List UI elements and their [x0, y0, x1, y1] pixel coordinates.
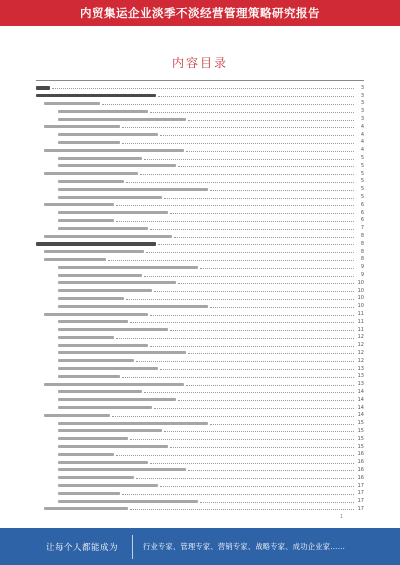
toc-leader-dots — [126, 182, 354, 183]
footer-tagline: 行业专家、管理专家、营销专家、战略专家、成功企业家…… — [143, 541, 346, 551]
toc-leader-dots — [210, 190, 354, 191]
toc-entry-page: 16 — [357, 451, 364, 458]
toc-entry[interactable] — [36, 170, 364, 178]
toc-entry-title-placeholder — [58, 133, 158, 136]
toc-entry[interactable] — [36, 334, 364, 342]
toc-entry-title-placeholder — [44, 172, 138, 175]
toc-entry[interactable] — [36, 217, 364, 225]
toc-leader-dots — [116, 205, 354, 206]
toc-leader-dots — [188, 120, 354, 121]
toc-entry[interactable] — [36, 256, 364, 264]
toc-entry-page: 3 — [360, 84, 364, 91]
toc-leader-dots — [144, 392, 354, 393]
toc-entry-page: 4 — [360, 131, 364, 138]
toc-leader-dots — [116, 338, 354, 339]
toc-entry-page: 8 — [360, 256, 364, 263]
toc-entry-page: 10 — [357, 279, 364, 286]
toc-leader-dots — [136, 361, 354, 362]
toc-entry-title-placeholder — [58, 351, 186, 354]
footer-divider — [132, 535, 133, 559]
toc-entry-page: 14 — [357, 412, 364, 419]
footer-slogan: 让每个人都能成为 — [46, 542, 119, 553]
toc-entry-title-placeholder — [58, 344, 148, 347]
toc-leader-dots — [200, 502, 354, 503]
toc-entry[interactable] — [36, 201, 364, 209]
toc-entry[interactable] — [36, 224, 364, 232]
toc-entry-title-placeholder — [36, 94, 156, 97]
toc-leader-dots — [136, 478, 354, 479]
toc-entry-title-placeholder — [44, 414, 110, 417]
report-title: 内贸集运企业淡季不淡经营管理策略研究报告 — [80, 6, 320, 20]
toc-entry-title-placeholder — [58, 468, 186, 471]
toc-entry[interactable] — [36, 302, 364, 310]
toc-leader-dots — [178, 283, 354, 284]
toc-entry[interactable] — [36, 466, 364, 474]
toc-leader-dots — [150, 463, 354, 464]
toc-leader-dots — [116, 221, 354, 222]
toc-entry-page: 12 — [357, 342, 364, 349]
toc-entry-page: 10 — [357, 303, 364, 310]
toc-leader-dots — [178, 400, 354, 401]
toc-entry-page: 5 — [360, 186, 364, 193]
toc-entry[interactable] — [36, 365, 364, 373]
toc-entry-page: 6 — [360, 209, 364, 216]
toc-entry[interactable] — [36, 162, 364, 170]
toc-entry-title-placeholder — [58, 375, 120, 378]
toc-entry-page: 12 — [357, 349, 364, 356]
toc-entry-title-placeholder — [58, 398, 176, 401]
toc-entry[interactable] — [36, 232, 364, 240]
toc-entry-page: 15 — [357, 420, 364, 427]
toc-entry-title-placeholder — [58, 297, 124, 300]
toc-entry-page: 3 — [360, 116, 364, 123]
toc-entry[interactable] — [36, 248, 364, 256]
toc-entry-title-placeholder — [58, 367, 158, 370]
toc-leader-dots — [160, 486, 354, 487]
toc-entry[interactable] — [36, 380, 364, 388]
toc-entry-page: 5 — [360, 155, 364, 162]
toc-entry-title-placeholder — [58, 492, 120, 495]
toc-entry-title-placeholder — [58, 328, 168, 331]
toc-leader-dots — [130, 439, 354, 440]
toc-entry-title-placeholder — [44, 149, 184, 152]
toc-entry-title-placeholder — [58, 422, 208, 425]
toc-entry-page: 15 — [357, 443, 364, 450]
toc-entry[interactable] — [36, 178, 364, 186]
toc-entry[interactable] — [36, 185, 364, 193]
toc-entry[interactable] — [36, 310, 364, 318]
toc-entry-title-placeholder — [58, 219, 114, 222]
toc-entry-title-placeholder — [58, 305, 208, 308]
toc-leader-dots — [150, 112, 354, 113]
toc-leader-dots — [140, 174, 354, 175]
toc-entry[interactable] — [36, 107, 364, 115]
toc-entry-page: 14 — [357, 388, 364, 395]
toc-entry-title-placeholder — [44, 235, 172, 238]
toc-entry-page: 8 — [360, 248, 364, 255]
toc-leader-dots — [122, 494, 354, 495]
toc-entry-title-placeholder — [58, 157, 142, 160]
toc-entry-title-placeholder — [58, 500, 198, 503]
toc-entry-page: 14 — [357, 404, 364, 411]
toc-leader-dots — [144, 276, 354, 277]
toc-leader-dots — [130, 509, 354, 510]
toc-entry-page: 3 — [360, 92, 364, 99]
toc-entry-page: 3 — [360, 108, 364, 115]
toc-entry[interactable] — [36, 411, 364, 419]
toc-entry-page: 6 — [360, 217, 364, 224]
toc-entry-title-placeholder — [58, 484, 158, 487]
toc-leader-dots — [126, 299, 354, 300]
toc-heading: 内容目录 — [171, 56, 228, 70]
toc-leader-dots — [154, 408, 354, 409]
toc-entry-page: 16 — [357, 466, 364, 473]
toc-leader-dots — [174, 237, 354, 238]
toc-leader-dots — [102, 104, 354, 105]
toc-entry-page: 3 — [360, 100, 364, 107]
toc-entry-title-placeholder — [58, 118, 186, 121]
toc-entry[interactable] — [36, 92, 364, 100]
toc-entry[interactable] — [36, 435, 364, 443]
toc-entry[interactable] — [36, 372, 364, 380]
toc-entry-title-placeholder — [58, 180, 124, 183]
toc-entry-page: 15 — [357, 435, 364, 442]
toc-entry-title-placeholder — [58, 445, 168, 448]
toc-entry[interactable] — [36, 131, 364, 139]
toc-leader-dots — [158, 96, 354, 97]
toc-entry-page: 17 — [357, 482, 364, 489]
toc-leader-dots — [144, 159, 354, 160]
toc-entry-title-placeholder — [58, 453, 114, 456]
toc-leader-dots — [150, 229, 354, 230]
toc-entry[interactable] — [36, 450, 364, 458]
toc-leader-dots — [170, 213, 354, 214]
toc-entry-page: 16 — [357, 459, 364, 466]
toc-entry-page: 4 — [360, 147, 364, 154]
toc-entry[interactable] — [36, 489, 364, 497]
toc-entry-title-placeholder — [58, 196, 162, 199]
toc-entry-title-placeholder — [58, 188, 208, 191]
toc-entry-title-placeholder — [36, 242, 156, 245]
toc-leader-dots — [112, 416, 354, 417]
toc-entry[interactable] — [36, 271, 364, 279]
toc-entry[interactable] — [36, 84, 364, 92]
toc-entry-title-placeholder — [58, 164, 176, 167]
toc-entry-title-placeholder — [36, 86, 50, 89]
toc-entry[interactable] — [36, 209, 364, 217]
toc-leader-dots — [116, 455, 354, 456]
toc-entry-title-placeholder — [44, 507, 128, 510]
toc-entry-page: 4 — [360, 123, 364, 130]
toc-entry-title-placeholder — [44, 313, 148, 316]
toc-entry-title-placeholder — [58, 211, 168, 214]
toc-entry[interactable] — [36, 154, 364, 162]
toc-entry-title-placeholder — [44, 258, 106, 261]
toc-leader-dots — [108, 260, 354, 261]
toc-leader-dots — [188, 470, 354, 471]
toc-entry-title-placeholder — [58, 336, 114, 339]
toc-entry[interactable] — [36, 458, 364, 466]
toc-entry[interactable] — [36, 341, 364, 349]
toc-entry-title-placeholder — [58, 274, 142, 277]
toc-entry-page: 10 — [357, 287, 364, 294]
toc-entry-page: 5 — [360, 170, 364, 177]
toc-leader-dots — [150, 315, 354, 316]
toc-leader-dots — [154, 291, 354, 292]
toc-entry-title-placeholder — [44, 203, 114, 206]
toc-entry[interactable] — [36, 100, 364, 108]
footer-banner — [0, 528, 400, 565]
toc-entry[interactable] — [36, 497, 364, 505]
toc-entry[interactable] — [36, 443, 364, 451]
toc-entry[interactable] — [36, 139, 364, 147]
toc-entry-page: 5 — [360, 194, 364, 201]
toc-entry-title-placeholder — [58, 110, 148, 113]
toc-leader-dots — [188, 353, 354, 354]
toc-leader-dots — [160, 369, 354, 370]
toc-entry-page: 13 — [357, 381, 364, 388]
toc-leader-dots — [146, 252, 354, 253]
toc-entry[interactable] — [36, 318, 364, 326]
toc-entry[interactable] — [36, 349, 364, 357]
toc-leader-dots — [170, 330, 354, 331]
toc-leader-dots — [130, 322, 354, 323]
toc-entry[interactable] — [36, 115, 364, 123]
toc-entry-page: 17 — [357, 505, 364, 512]
toc-entry[interactable] — [36, 388, 364, 396]
toc-entry-title-placeholder — [58, 141, 120, 144]
toc-entry-title-placeholder — [58, 429, 162, 432]
page-number: 1 — [340, 514, 344, 520]
toc-entry-title-placeholder — [58, 406, 152, 409]
toc-entry[interactable] — [36, 419, 364, 427]
toc-leader-dots — [122, 127, 354, 128]
toc-leader-dots — [150, 346, 354, 347]
toc-entry-page: 9 — [360, 272, 364, 279]
toc-entry-title-placeholder — [58, 437, 128, 440]
toc-entry[interactable] — [36, 279, 364, 287]
toc-entry-page: 17 — [357, 498, 364, 505]
toc-entry-title-placeholder — [58, 359, 134, 362]
toc-entry[interactable] — [36, 404, 364, 412]
toc-divider — [36, 80, 364, 81]
toc-entry-page: 8 — [360, 240, 364, 247]
toc-entry-page: 5 — [360, 178, 364, 185]
toc-entry[interactable] — [36, 263, 364, 271]
toc-list — [36, 84, 364, 513]
toc-leader-dots — [210, 307, 354, 308]
toc-leader-dots — [164, 198, 354, 199]
toc-entry[interactable] — [36, 482, 364, 490]
toc-entry[interactable] — [36, 474, 364, 482]
toc-entry-page: 5 — [360, 162, 364, 169]
toc-leader-dots — [186, 385, 354, 386]
toc-leader-dots — [200, 268, 354, 269]
toc-entry[interactable] — [36, 146, 364, 154]
toc-entry[interactable] — [36, 505, 364, 513]
toc-entry[interactable] — [36, 357, 364, 365]
toc-entry[interactable] — [36, 193, 364, 201]
toc-entry[interactable] — [36, 326, 364, 334]
toc-entry-title-placeholder — [44, 125, 120, 128]
toc-entry-page: 13 — [357, 373, 364, 380]
toc-leader-dots — [158, 244, 354, 245]
toc-entry-page: 17 — [357, 490, 364, 497]
toc-entry-page: 6 — [360, 201, 364, 208]
toc-entry-title-placeholder — [58, 461, 148, 464]
toc-entry-title-placeholder — [44, 102, 100, 105]
toc-leader-dots — [122, 377, 354, 378]
toc-entry-title-placeholder — [58, 390, 142, 393]
toc-leader-dots — [210, 424, 354, 425]
toc-entry-page: 10 — [357, 295, 364, 302]
toc-entry-title-placeholder — [58, 227, 148, 230]
toc-leader-dots — [186, 151, 354, 152]
toc-leader-dots — [178, 166, 354, 167]
toc-entry-page: 7 — [360, 225, 364, 232]
toc-entry[interactable] — [36, 240, 364, 248]
toc-entry-title-placeholder — [44, 383, 184, 386]
toc-entry-page: 11 — [357, 326, 364, 333]
toc-leader-dots — [170, 447, 354, 448]
toc-entry-title-placeholder — [44, 250, 144, 253]
toc-entry[interactable] — [36, 295, 364, 303]
toc-entry-page: 8 — [360, 233, 364, 240]
toc-leader-dots — [160, 135, 354, 136]
toc-leader-dots — [164, 431, 354, 432]
toc-entry-title-placeholder — [58, 289, 152, 292]
toc-entry-title-placeholder — [58, 476, 134, 479]
toc-entry[interactable] — [36, 287, 364, 295]
toc-entry-page: 12 — [357, 357, 364, 364]
toc-entry-page: 11 — [357, 318, 364, 325]
toc-entry-page: 13 — [357, 365, 364, 372]
report-header-banner — [0, 0, 400, 26]
toc-entry-page: 9 — [360, 264, 364, 271]
toc-entry-title-placeholder — [58, 281, 176, 284]
toc-entry-title-placeholder — [58, 266, 198, 269]
toc-entry-page: 14 — [357, 396, 364, 403]
toc-entry-page: 16 — [357, 474, 364, 481]
toc-leader-dots — [122, 143, 354, 144]
toc-entry-page: 4 — [360, 139, 364, 146]
toc-entry-title-placeholder — [58, 320, 128, 323]
toc-leader-dots — [52, 88, 354, 89]
toc-entry-page: 15 — [357, 427, 364, 434]
toc-entry[interactable] — [36, 396, 364, 404]
toc-entry[interactable] — [36, 427, 364, 435]
toc-entry[interactable] — [36, 123, 364, 131]
toc-entry-page: 11 — [357, 311, 364, 317]
toc-entry-page: 12 — [357, 334, 364, 341]
